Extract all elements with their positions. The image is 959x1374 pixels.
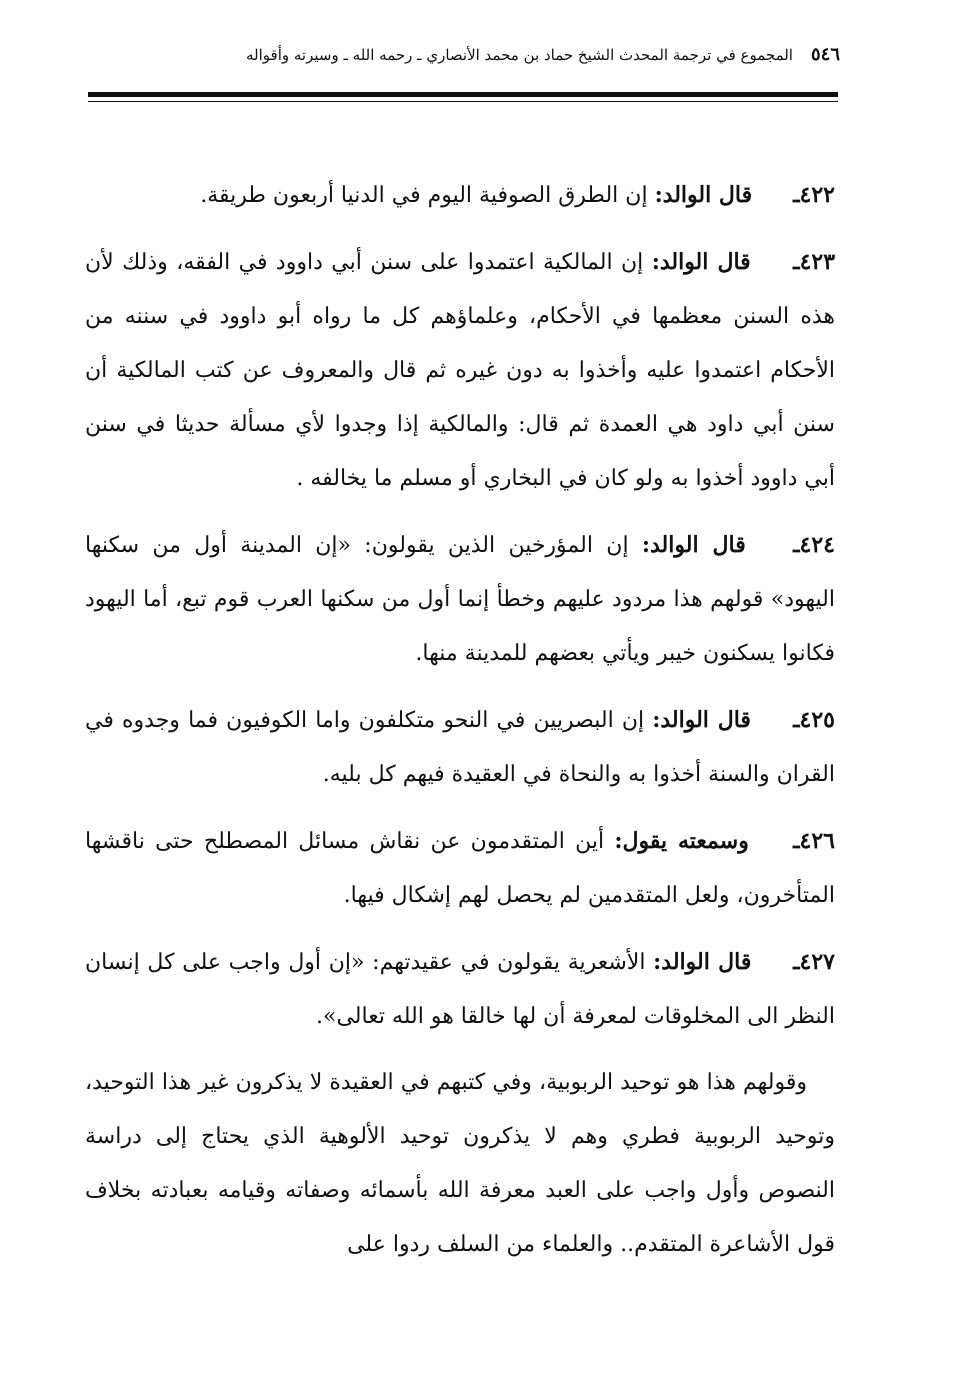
entry-text: أين المتقدمون عن نقاش مسائل المصطلح حتى ناقشها المتأخرون، ولعل المتقدمين لم يحصل لهم إشكال فيها. — [85, 829, 835, 908]
entry-text: إن المؤرخين الذين يقولون: «إن المدينة أول من سكنها اليهود» قولهم هذا مردود عليهم وخطأ إنما أول من سكنها العرب قوم تبع، أما اليهود فكانوا يسكنون خيبر ويأتي بعضهم للمدينة منها. — [85, 533, 835, 666]
running-header — [180, 44, 840, 65]
entry-speaker: قال الوالد: — [654, 182, 753, 208]
entry-text: إن البصريين في النحو متكلفون واما الكوفيون فما وجدوه في القران والسنة أخذوا به والنحاة في العقيدة فيهم كل بليه. — [85, 708, 835, 787]
entry-number: ٤٢٤ـ — [793, 532, 835, 558]
entry-text: إن المالكية اعتمدوا على سنن أبي داوود في الفقه، وذلك لأن هذه السنن معظمها في الأحكام، وعلماؤهم كل ما رواه أبو داوود في سننه من الأحكام اعتمدوا عليه وأخذوا به دون غيره ثم قال والمعروف عن كتب المالكية أن سنن أبي داود هي العمدة ثم قال: والمالكية إذا وجدوا لأي مسألة حديثا في سنن أبي داوود أخذوا به ولو كان في البخاري أو مسلم ما يخالفه . — [85, 250, 835, 491]
entry-speaker: قال الوالد: — [653, 949, 752, 975]
running-title: المجموع في ترجمة المحدث الشيخ حماد بن محمد الأنصاري ـ رحمه الله ـ وسيرته وأقواله — [246, 46, 793, 64]
entry-422 — [85, 168, 835, 223]
header-rule-thin — [88, 101, 838, 102]
entry-423 — [85, 235, 835, 506]
entry-number: ٤٢٥ـ — [793, 707, 835, 733]
entry-427 — [85, 935, 835, 1044]
entry-text: إن الطرق الصوفية اليوم في الدنيا أربعون طريقة. — [200, 183, 648, 208]
entry-number: ٤٢٧ـ — [793, 949, 835, 975]
entry-speaker: قال الوالد: — [651, 249, 751, 275]
entry-number: ٤٢٦ـ — [793, 828, 835, 854]
entry-text: الأشعرية يقولون في عقيدتهم: «إن أول واجب على كل إنسان النظر الى المخلوقات لمعرفة أن لها خالقا هو الله تعالى». — [85, 950, 835, 1029]
entry-425 — [85, 693, 835, 802]
entry-speaker: وسمعته يقول: — [614, 828, 749, 854]
entry-speaker: قال الوالد: — [641, 532, 746, 558]
entry-number: ٤٢٣ـ — [793, 249, 836, 275]
continuation-paragraph: وقولهم هذا هو توحيد الربوبية، وفي كتبهم في العقيدة لا يذكرون غير هذا التوحيد، وتوحيد الربوبية فطري وهم لا يذكرون توحيد الألوهية الذي يحتاج إلى دراسة النصوص وأول واجب على العبد معرفة الله بأسمائه وصفاته وقيامه بعبادته بخلاف قول الأشاعرة المتقدم.. والعلماء من السلف ردوا على — [85, 1070, 835, 1257]
entry-speaker: قال الوالد: — [652, 707, 751, 733]
entry-426 — [85, 814, 835, 923]
header-rule-thick — [88, 92, 838, 97]
entry-number: ٤٢٢ـ — [793, 182, 835, 208]
page-number: ٥٤٦ — [810, 44, 840, 65]
page-body — [85, 168, 835, 1272]
entry-424 — [85, 518, 835, 681]
